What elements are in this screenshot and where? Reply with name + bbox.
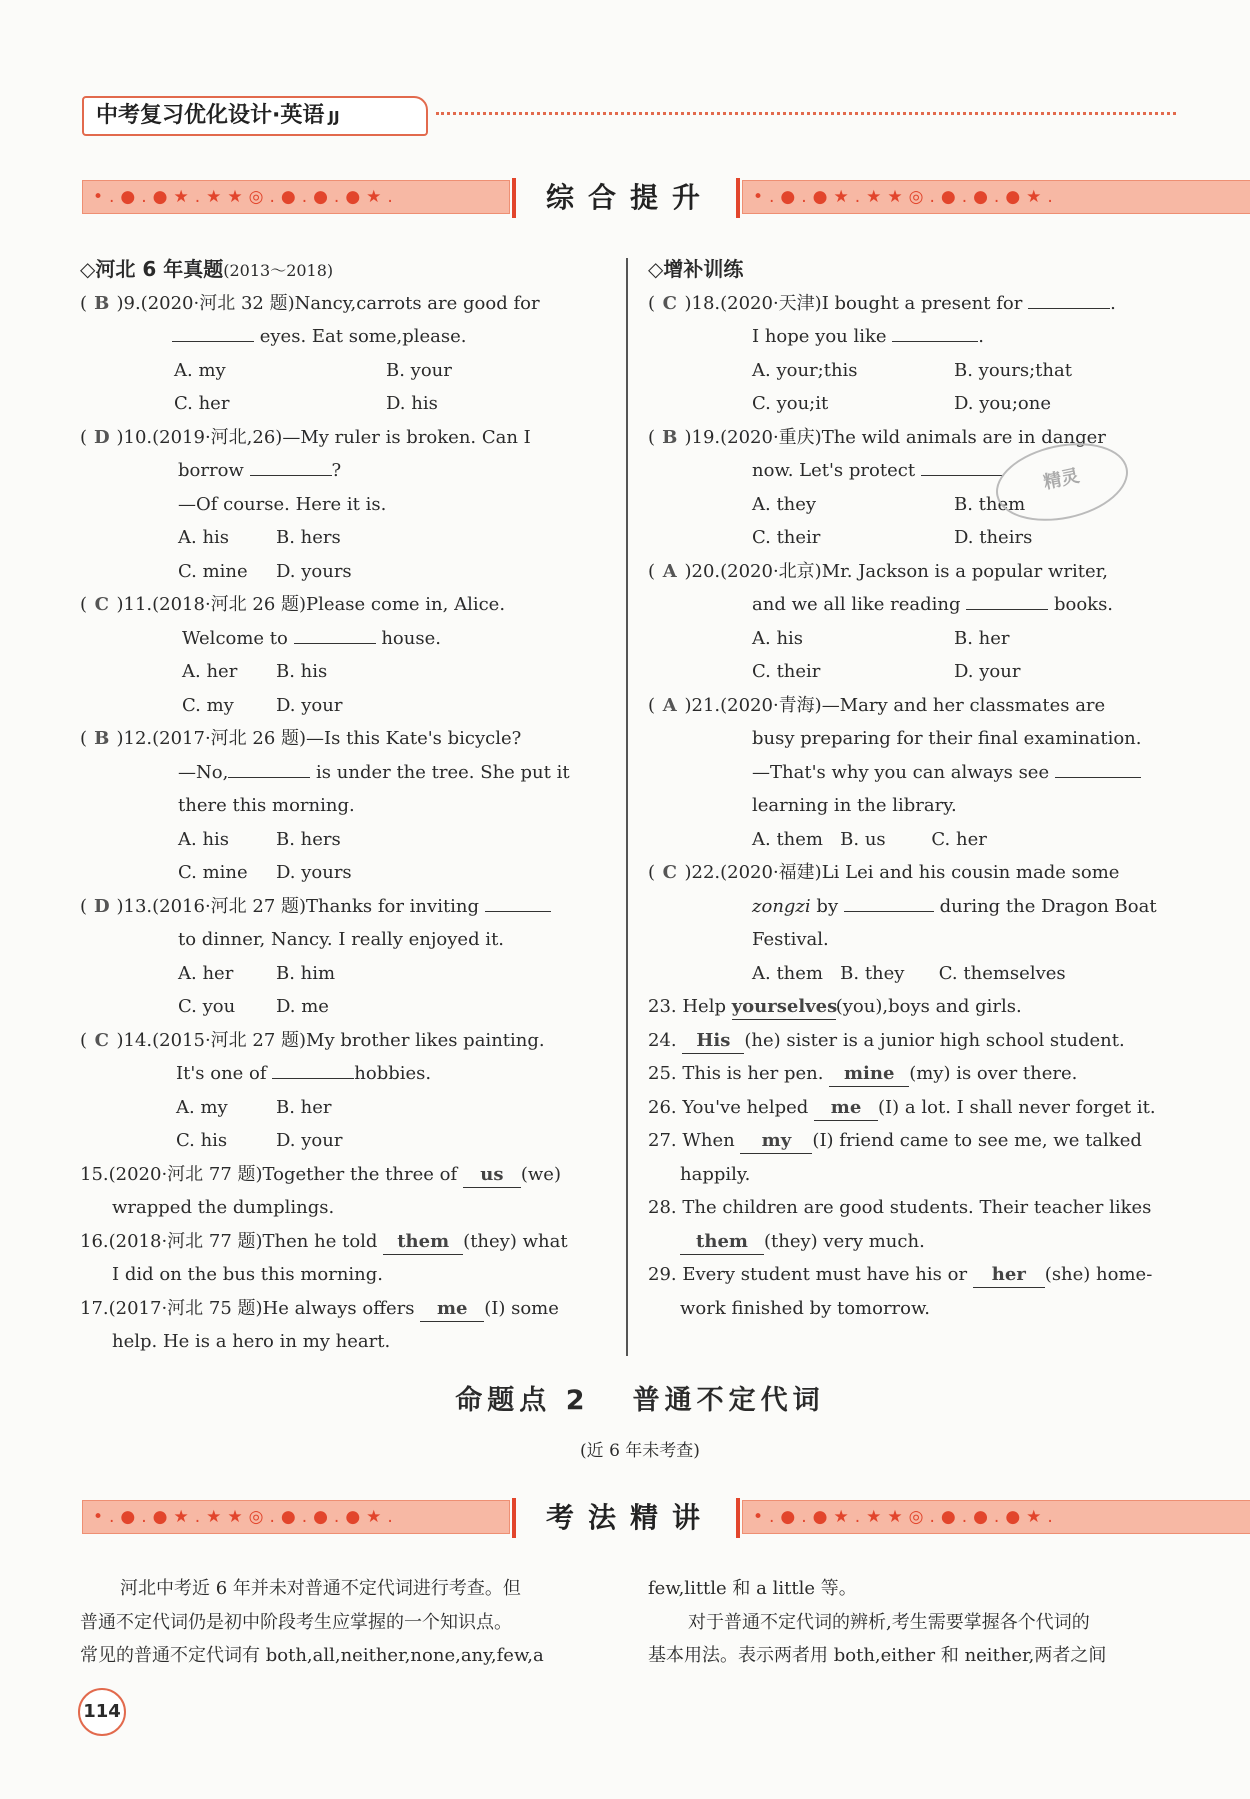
question-27: 27. When my (I) friend came to see me, we talked (648, 1124, 1178, 1158)
intro-right: few,little 和 a little 等。 对于普通不定代词的辨析,考生需要掌握各个代词的 基本用法。表示两者用 both,either 和 neither,两者之间 (648, 1578, 1107, 1666)
section-banner-kaofa (82, 1500, 1250, 1536)
page-number: 114 (78, 1688, 126, 1736)
question-26: 26. You've helped me (I) a lot. I shall never forget it. (648, 1091, 1178, 1125)
question-22: ( C )22.(2020·福建)Li Lei and his cousin made some (648, 862, 1120, 883)
banner-title: 综合提升 (545, 181, 714, 214)
question-24: 24. His (he) sister is a junior high school student. (648, 1024, 1178, 1058)
question-16: 16.(2018·河北 77 题)Then he told them (they) what (80, 1225, 610, 1259)
banner-decoration-right: •.●.●★.★★◎.●.●.●★. (742, 1500, 1250, 1534)
banner-decoration-left: •.●.●★.★★◎.●.●.●★. (82, 180, 510, 214)
question-9: ( B )9.(2020·河北 32 题)Nancy,carrots are good for (80, 292, 540, 314)
question-19: ( B )19.(2020·重庆)The wild animals are in danger (648, 426, 1106, 448)
section-subtitle-2: (近 6 年未考查) (580, 1441, 700, 1461)
left-column: ◇河北 6 年真题(2013～2018) ( B )9.(2020·河北 32 题)Nancy,carrots are good for eyes. Eat some,please. A. my B. your C. her D. his ( D )10.(2019·河北,26)—My ruler is broken. Can I borrow ? —Of course. Here it is. A. his B. hers C. mine D. yours ( C )11.(2018·河北 26 题)Please come in, Alice. Welcome to house. A. her B. his C. my D. your ( B )12.(2017·河北 26 题)—Is this Kate's bicycle? —No, is under the tree. She put it there this morning. A. his B. hers C. mine D. yours ( D )13.(2016·河北 27 题)Thanks for inviting to dinner, Nancy. I really enjoyed it. A. her B. him C. you D. me ( C )14.(2015·河北 27 题)My brother likes painting. It's one of hobbies. A. my B. her C. his D. your 15.(2020·河北 77 题)Together the three of us (we) wrapped the dumplings. 16.(2018·河北 77 题)Then he told them (they) what I did on the bus this morning. 17.(2017·河北 75 题)He always offers me (I) some help. He is a hero in my heart. (80, 253, 610, 1359)
right-column: ◇增补训练 ( C )18.(2020·天津)I bought a present for . I hope you like . A. your;this B. yours;that C. you;it D. you;one ( B )19.(2020·重庆)The wild animals are in danger now. Let's protect A. they B. them C. their D. theirs ( A )20.(2020·北京)Mr. Jackson is a popular writer, and we all like reading books. A. his B. her C. their D. your ( A )21.(2020·青海)—Mary and her classmates are busy preparing for their final examination. —That's why you can always see learning in the library. A. them B. us C. her ( C )22.(2020·福建)Li Lei and his cousin made some zongzi by during the Dragon Boat Festival. A. them B. they C. themselves 23. Help yourselves(you),boys and girls. 24. His (he) sister is a junior high school student. 25. This is her pen. mine (my) is over there. 26. You've helped me (I) a lot. I shall never forget it. 27. When my (I) friend came to see me, we talked happily. 28. The children are good students. Their teacher likes them (they) very much. 29. Every student must have his or her (she) home- work finished by tomorrow. (648, 253, 1178, 1325)
question-17: 17.(2017·河北 75 题)He always offers me (I) some (80, 1292, 610, 1326)
heading-zengbu: ◇增补训练 (648, 257, 744, 281)
book-title: 中考复习优化设计·英语 JJ (82, 96, 428, 136)
header-dotted-rule (436, 112, 1176, 115)
column-divider (626, 258, 628, 1356)
question-18: ( C )18.(2020·天津)I bought a present for . (648, 292, 1116, 314)
heading-hebei: ◇河北 6 年真题(2013～2018) (80, 257, 334, 281)
question-23: 23. Help yourselves(you),boys and girls. (648, 990, 1178, 1024)
question-29: 29. Every student must have his or her (she) home- (648, 1258, 1178, 1292)
question-15: 15.(2020·河北 77 题)Together the three of us (we) (80, 1158, 610, 1192)
question-12: ( B )12.(2017·河北 26 题)—Is this Kate's bicycle? (80, 728, 522, 749)
stamp-watermark: 精灵 (989, 432, 1135, 532)
question-20: ( A )20.(2020·北京)Mr. Jackson is a popular writer, (648, 560, 1108, 582)
question-13: ( D )13.(2016·河北 27 题)Thanks for inviting (80, 890, 610, 924)
section-banner-zonghe (82, 180, 1250, 216)
question-14: ( C )14.(2015·河北 27 题)My brother likes painting. (80, 1029, 545, 1051)
question-25: 25. This is her pen. mine (my) is over there. (648, 1057, 1178, 1091)
banner-decoration-right: •.●.●★.★★◎.●.●.●★. (742, 180, 1250, 214)
banner-decoration-left: •.●.●★.★★◎.●.●.●★. (82, 1500, 510, 1534)
banner-title: 考法精讲 (545, 1501, 714, 1534)
question-28: 28. The children are good students. Their teacher likes (648, 1197, 1152, 1218)
intro-left: 河北中考近 6 年并未对普通不定代词进行考查。但 普通不定代词仍是初中阶段考生应掌握的一个知识点。 常见的普通不定代词有 both,all,neither,none,any,few,a (80, 1578, 544, 1666)
section-title-2: 命题点 2 普通不定代词 (455, 1385, 825, 1416)
question-10: ( D )10.(2019·河北,26)—My ruler is broken. Can I (80, 426, 531, 448)
question-11: ( C )11.(2018·河北 26 题)Please come in, Alice. (80, 594, 506, 615)
question-21: ( A )21.(2020·青海)—Mary and her classmates are (648, 694, 1106, 716)
